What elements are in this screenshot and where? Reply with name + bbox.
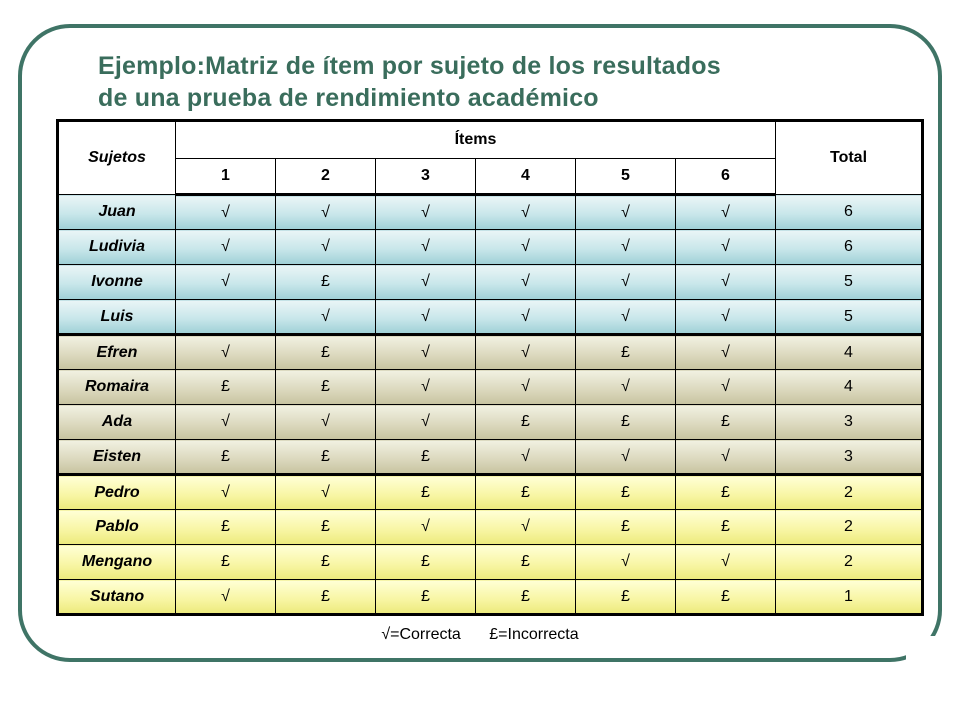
subject-name: Ludivia	[58, 230, 176, 265]
item-number-header: 5	[576, 159, 676, 195]
item-result-cell: √	[376, 195, 476, 230]
subject-name: Mengano	[58, 545, 176, 580]
table-row	[58, 545, 923, 580]
item-number-header: 1	[176, 159, 276, 195]
item-result-cell: √	[276, 230, 376, 265]
total-header: Total	[776, 121, 923, 195]
items-header: Ítems	[176, 121, 776, 159]
item-result-cell: £	[276, 580, 376, 615]
subject-name: Ivonne	[58, 265, 176, 300]
item-result-cell: √	[476, 335, 576, 370]
item-result-cell: £	[276, 510, 376, 545]
title-line-1: Ejemplo:Matriz de ítem por sujeto de los resultados	[98, 52, 721, 80]
subject-name: Luis	[58, 300, 176, 335]
matrix-body	[58, 195, 923, 615]
item-result-cell: √	[476, 510, 576, 545]
item-result-cell: √	[576, 440, 676, 475]
table-row	[58, 440, 923, 475]
item-result-cell: £	[576, 510, 676, 545]
subject-name: Pablo	[58, 510, 176, 545]
table-row	[58, 580, 923, 615]
item-result-cell: £	[476, 405, 576, 440]
item-result-cell: √	[276, 195, 376, 230]
item-result-cell: £	[476, 580, 576, 615]
item-result-cell: √	[476, 300, 576, 335]
item-result-cell: √	[576, 195, 676, 230]
subject-total: 3	[776, 405, 923, 440]
item-result-cell: √	[676, 335, 776, 370]
subject-total: 5	[776, 265, 923, 300]
item-result-cell: √	[676, 370, 776, 405]
item-result-cell	[176, 300, 276, 335]
item-result-cell: √	[376, 300, 476, 335]
table-row	[58, 230, 923, 265]
item-result-cell: √	[376, 230, 476, 265]
item-result-cell: √	[676, 230, 776, 265]
item-result-cell: £	[276, 440, 376, 475]
item-result-cell: √	[476, 370, 576, 405]
item-result-cell: £	[376, 440, 476, 475]
item-result-cell: √	[376, 405, 476, 440]
item-result-cell: √	[176, 405, 276, 440]
subject-total: 4	[776, 335, 923, 370]
subject-total: 6	[776, 230, 923, 265]
item-subject-matrix	[56, 119, 924, 616]
item-result-cell: √	[576, 300, 676, 335]
title-line-2: de una prueba de rendimiento académico	[98, 84, 599, 112]
item-result-cell: £	[576, 335, 676, 370]
item-result-cell: £	[676, 580, 776, 615]
item-result-cell: √	[576, 230, 676, 265]
item-result-cell: £	[376, 545, 476, 580]
legend-correct: √=Correcta	[381, 626, 461, 643]
table-row	[58, 335, 923, 370]
item-result-cell: £	[576, 475, 676, 510]
item-result-cell: √	[476, 195, 576, 230]
item-result-cell: √	[676, 265, 776, 300]
item-result-cell: £	[276, 335, 376, 370]
item-number-header: 2	[276, 159, 376, 195]
table-row	[58, 405, 923, 440]
subject-total: 5	[776, 300, 923, 335]
item-result-cell: √	[176, 335, 276, 370]
subject-name: Ada	[58, 405, 176, 440]
item-result-cell: £	[376, 580, 476, 615]
subjects-header: Sujetos	[58, 121, 176, 195]
subject-name: Romaira	[58, 370, 176, 405]
subject-name: Sutano	[58, 580, 176, 615]
item-result-cell: √	[576, 545, 676, 580]
item-result-cell: £	[676, 405, 776, 440]
item-result-cell: £	[676, 510, 776, 545]
subject-total: 2	[776, 475, 923, 510]
table-row	[58, 195, 923, 230]
item-result-cell: £	[176, 545, 276, 580]
item-result-cell: √	[676, 300, 776, 335]
item-result-cell: £	[576, 405, 676, 440]
subject-name: Juan	[58, 195, 176, 230]
subject-total: 2	[776, 510, 923, 545]
subject-total: 4	[776, 370, 923, 405]
item-result-cell: √	[176, 195, 276, 230]
item-result-cell: £	[276, 370, 376, 405]
item-result-cell: √	[376, 370, 476, 405]
item-result-cell: √	[676, 440, 776, 475]
item-result-cell: √	[476, 265, 576, 300]
item-result-cell: £	[476, 475, 576, 510]
item-result-cell: √	[476, 230, 576, 265]
table-row	[58, 265, 923, 300]
item-result-cell: £	[276, 545, 376, 580]
item-result-cell: £	[176, 510, 276, 545]
item-result-cell: √	[176, 475, 276, 510]
table-row	[58, 475, 923, 510]
item-result-cell: √	[576, 265, 676, 300]
slide-title	[98, 50, 898, 114]
item-result-cell: √	[276, 475, 376, 510]
subject-total: 3	[776, 440, 923, 475]
item-number-header: 4	[476, 159, 576, 195]
item-result-cell: √	[276, 300, 376, 335]
item-result-cell: £	[376, 475, 476, 510]
item-result-cell: £	[676, 475, 776, 510]
item-result-cell: £	[576, 580, 676, 615]
legend	[0, 626, 960, 644]
item-result-cell: £	[276, 265, 376, 300]
item-result-cell: £	[176, 440, 276, 475]
legend-incorrect: £=Incorrecta	[489, 626, 579, 643]
item-result-cell: £	[476, 545, 576, 580]
item-result-cell: √	[276, 405, 376, 440]
item-result-cell: √	[376, 265, 476, 300]
subject-name: Efren	[58, 335, 176, 370]
subject-total: 6	[776, 195, 923, 230]
item-result-cell: √	[176, 265, 276, 300]
subject-name: Eisten	[58, 440, 176, 475]
item-result-cell: √	[376, 335, 476, 370]
subject-name: Pedro	[58, 475, 176, 510]
table-row	[58, 510, 923, 545]
item-result-cell: £	[176, 370, 276, 405]
table-row	[58, 300, 923, 335]
subject-total: 2	[776, 545, 923, 580]
item-result-cell: √	[376, 510, 476, 545]
subject-total: 1	[776, 580, 923, 615]
item-result-cell: √	[676, 195, 776, 230]
item-number-header: 6	[676, 159, 776, 195]
item-result-cell: √	[576, 370, 676, 405]
item-result-cell: √	[476, 440, 576, 475]
item-result-cell: √	[676, 545, 776, 580]
item-result-cell: √	[176, 580, 276, 615]
table-row	[58, 370, 923, 405]
item-number-header: 3	[376, 159, 476, 195]
item-result-cell: √	[176, 230, 276, 265]
